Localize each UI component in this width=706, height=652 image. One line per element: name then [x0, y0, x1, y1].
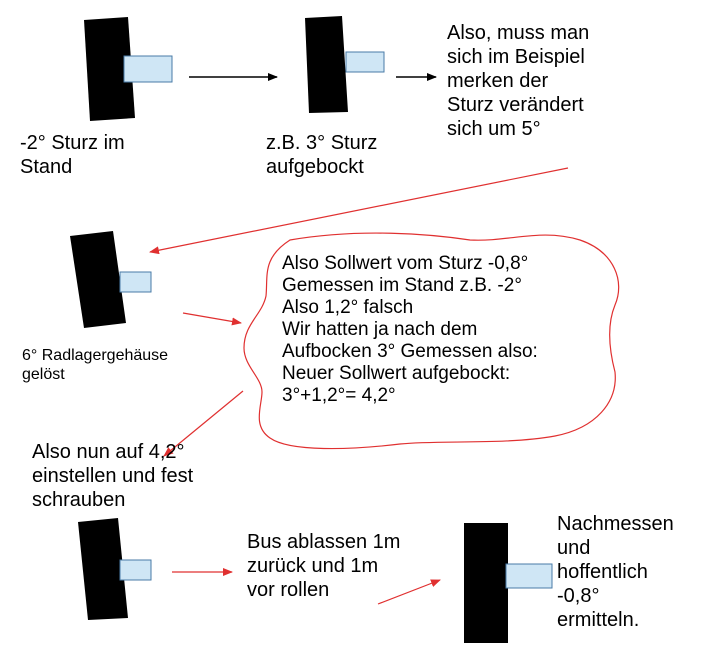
hub-final	[506, 564, 552, 588]
tire-final	[464, 523, 508, 643]
label-loosened: 6° Radlagergehäuse gelöst	[22, 347, 169, 384]
bubble-text: Also Sollwert vom Sturz -0,8° Gemessen im Stand z.B. -2° Also 1,2° falsch Wir hatten ja nach dem Aufbocken 3° Gemessen also: Neuer Sollwert aufgebockt: 3°+1,2°= 4,2°	[282, 253, 538, 406]
label-raised: z.B. 3° Sturz aufgebockt	[266, 132, 378, 178]
arrow-loosened-to-bubble	[183, 313, 241, 323]
label-stand: -2° Sturz im Stand	[20, 132, 125, 178]
label-note: Also, muss man sich im Beispiel merken der Sturz verändert sich um 5°	[447, 22, 590, 140]
hub-stand	[124, 56, 172, 82]
hub-adjusted	[120, 560, 151, 580]
label-lower: Bus ablassen 1m zurück und 1m vor rollen	[247, 531, 401, 601]
hub-loosened	[120, 272, 151, 292]
hub-raised	[346, 52, 384, 72]
tire-loosened	[70, 231, 126, 328]
wheel-final	[464, 523, 552, 643]
wheel-adjusted	[78, 518, 151, 620]
wheel-loosened	[70, 231, 151, 328]
label-adjust: Also nun auf 4,2° einstellen und fest schrauben	[32, 441, 194, 511]
wheel-stand	[84, 17, 172, 121]
label-measure: Nachmessen und hoffentlich -0,8° ermitteln.	[557, 513, 674, 631]
tire-raised	[305, 16, 348, 113]
wheel-raised	[305, 16, 384, 113]
arrow-note-to-loosened	[150, 168, 568, 252]
